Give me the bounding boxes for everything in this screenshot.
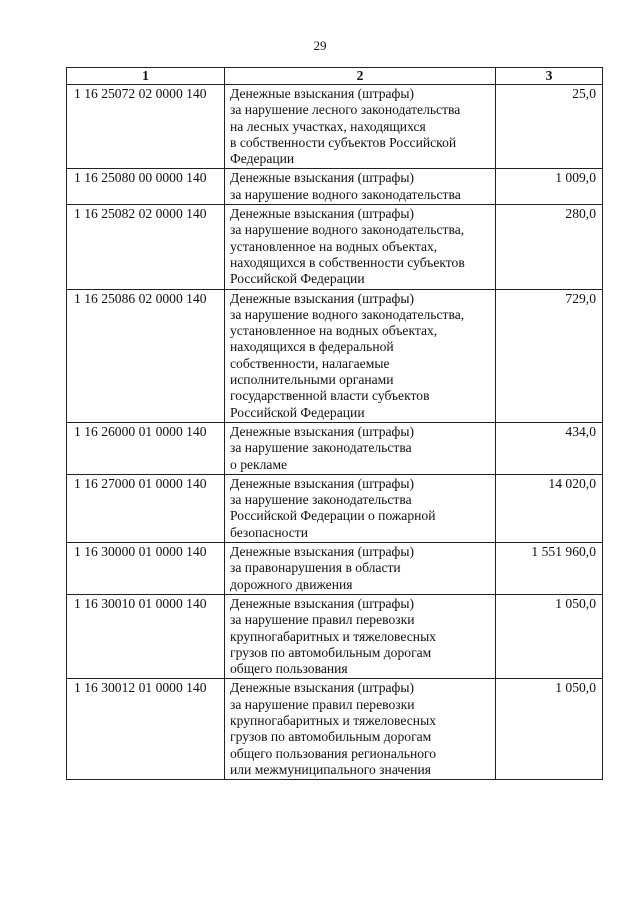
budget-code-cell: 1 16 25086 02 0000 140 [67,289,225,422]
amount-cell: 1 009,0 [496,169,603,205]
amount-cell: 1 551 960,0 [496,543,603,595]
table-row [67,169,603,205]
budget-code-cell: 1 16 30000 01 0000 140 [67,543,225,595]
amount-cell: 1 050,0 [496,594,603,678]
table-header-row [67,68,603,85]
description-cell: Денежные взыскания (штрафы) за нарушение правил перевозки крупногабаритных и тяжеловесных грузов по автомобильным дорогам общего пользования [225,594,496,678]
budget-code-cell: 1 16 26000 01 0000 140 [67,422,225,474]
budget-code-cell: 1 16 25080 00 0000 140 [67,169,225,205]
budget-code-cell: 1 16 30010 01 0000 140 [67,594,225,678]
column-header-code: 1 [67,68,225,85]
description-cell: Денежные взыскания (штрафы) за нарушение законодательства Российской Федерации о пожарной безопасности [225,474,496,542]
table-row [67,205,603,289]
description-cell: Денежные взыскания (штрафы) за нарушение водного законодательства [225,169,496,205]
amount-cell: 25,0 [496,85,603,169]
amount-cell: 1 050,0 [496,679,603,780]
budget-code-cell: 1 16 30012 01 0000 140 [67,679,225,780]
table-row [67,543,603,595]
amount-cell: 729,0 [496,289,603,422]
table-row [67,289,603,422]
description-cell: Денежные взыскания (штрафы) за нарушение лесного законодательства на лесных участках, находящихся в собственности субъектов Российской Федерации [225,85,496,169]
table-row [67,85,603,169]
table-row [67,594,603,678]
description-cell: Денежные взыскания (штрафы) за нарушение правил перевозки крупногабаритных и тяжеловесных грузов по автомобильным дорогам общего пользования регионального или межмуниципального значения [225,679,496,780]
description-cell: Денежные взыскания (штрафы) за правонарушения в области дорожного движения [225,543,496,595]
column-header-amount: 3 [496,68,603,85]
budget-code-cell: 1 16 25072 02 0000 140 [67,85,225,169]
amount-cell: 14 020,0 [496,474,603,542]
description-cell: Денежные взыскания (штрафы) за нарушение законодательства о рекламе [225,422,496,474]
page-number: 29 [313,38,327,53]
table-row [67,422,603,474]
budget-code-cell: 1 16 27000 01 0000 140 [67,474,225,542]
budget-code-cell: 1 16 25082 02 0000 140 [67,205,225,289]
amount-cell: 434,0 [496,422,603,474]
budget-revenue-table [66,67,603,780]
table-row [67,679,603,780]
table-row [67,474,603,542]
description-cell: Денежные взыскания (штрафы) за нарушение водного законодательства, установленное на водных объектах, находящихся в собственности субъектов Российской Федерации [225,205,496,289]
description-cell: Денежные взыскания (штрафы) за нарушение водного законодательства, установленное на водных объектах, находящихся в федеральной собственности, налагаемые исполнительными органами государственной власти субъектов Российской Федерации [225,289,496,422]
amount-cell: 280,0 [496,205,603,289]
column-header-description: 2 [225,68,496,85]
